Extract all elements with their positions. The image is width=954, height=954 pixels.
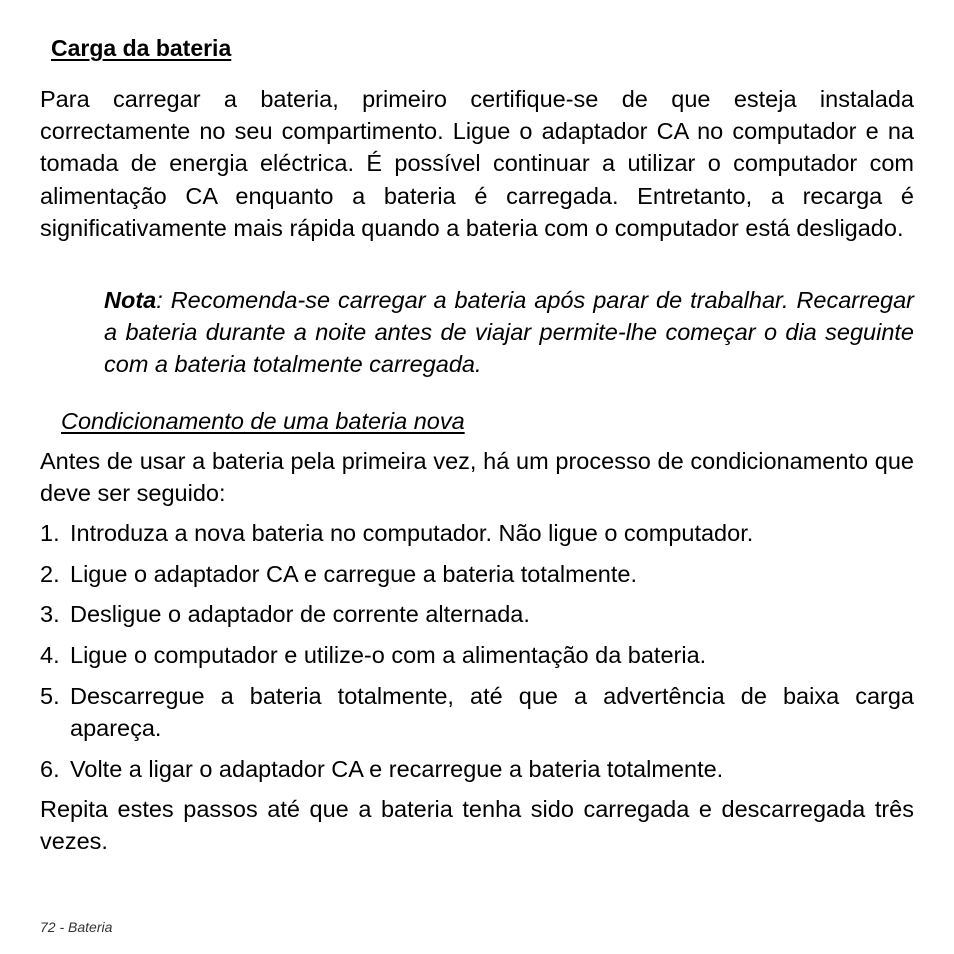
note-block [104, 284, 914, 381]
closing-paragraph: Repita estes passos até que a bateria tenha sido carregada e descarregada três vezes. [40, 796, 914, 855]
step-number: 3. [40, 601, 60, 627]
step-text: Descarregue a bateria totalmente, até que a advertência de baixa carga apareça. [70, 683, 914, 742]
subsection-title: Condicionamento de uma bateria nova [61, 408, 465, 434]
step-text: Introduza a nova bateria no computador. Não ligue o computador. [70, 520, 754, 546]
intro-paragraph: Para carregar a bateria, primeiro certifique-se de que esteja instalada correctamente no seu compartimento. Ligue o adaptador CA no computador e na tomada de energia eléctrica. É possível continuar a utilizar o computador com alimentação CA enquanto a bateria é carregada. Entretanto, a recarga é significativamente mais rápida quando a bateria com o computador está desligado. [40, 86, 914, 241]
list-item [40, 753, 914, 785]
section-title: Carga da bateria [51, 35, 232, 61]
step-number: 6. [40, 756, 60, 782]
page-footer: 72 - Bateria [40, 919, 113, 935]
step-text: Volte a ligar o adaptador CA e recarregue a bateria totalmente. [70, 756, 724, 782]
note-label: Nota [104, 287, 157, 313]
step-text: Ligue o computador e utilize-o com a alimentação da bateria. [70, 642, 707, 668]
conditioning-intro: Antes de usar a bateria pela primeira vez, há um processo de condicionamento que deve ser seguido: [40, 448, 914, 507]
step-text: Desligue o adaptador de corrente alternada. [70, 601, 530, 627]
list-item [40, 680, 914, 744]
step-number: 1. [40, 520, 60, 546]
list-item [40, 639, 914, 671]
step-text: Ligue o adaptador CA e carregue a bateria totalmente. [70, 561, 637, 587]
list-item [40, 558, 914, 590]
list-item [40, 598, 914, 630]
step-number: 4. [40, 642, 60, 668]
list-item [40, 517, 914, 549]
note-text: : Recomenda-se carregar a bateria após parar de trabalhar. Recarregar a bateria durante a noite antes de viajar permite-lhe começar o dia seguinte com a bateria totalmente carregada. [104, 287, 914, 378]
step-number: 5. [40, 683, 60, 709]
step-number: 2. [40, 561, 60, 587]
